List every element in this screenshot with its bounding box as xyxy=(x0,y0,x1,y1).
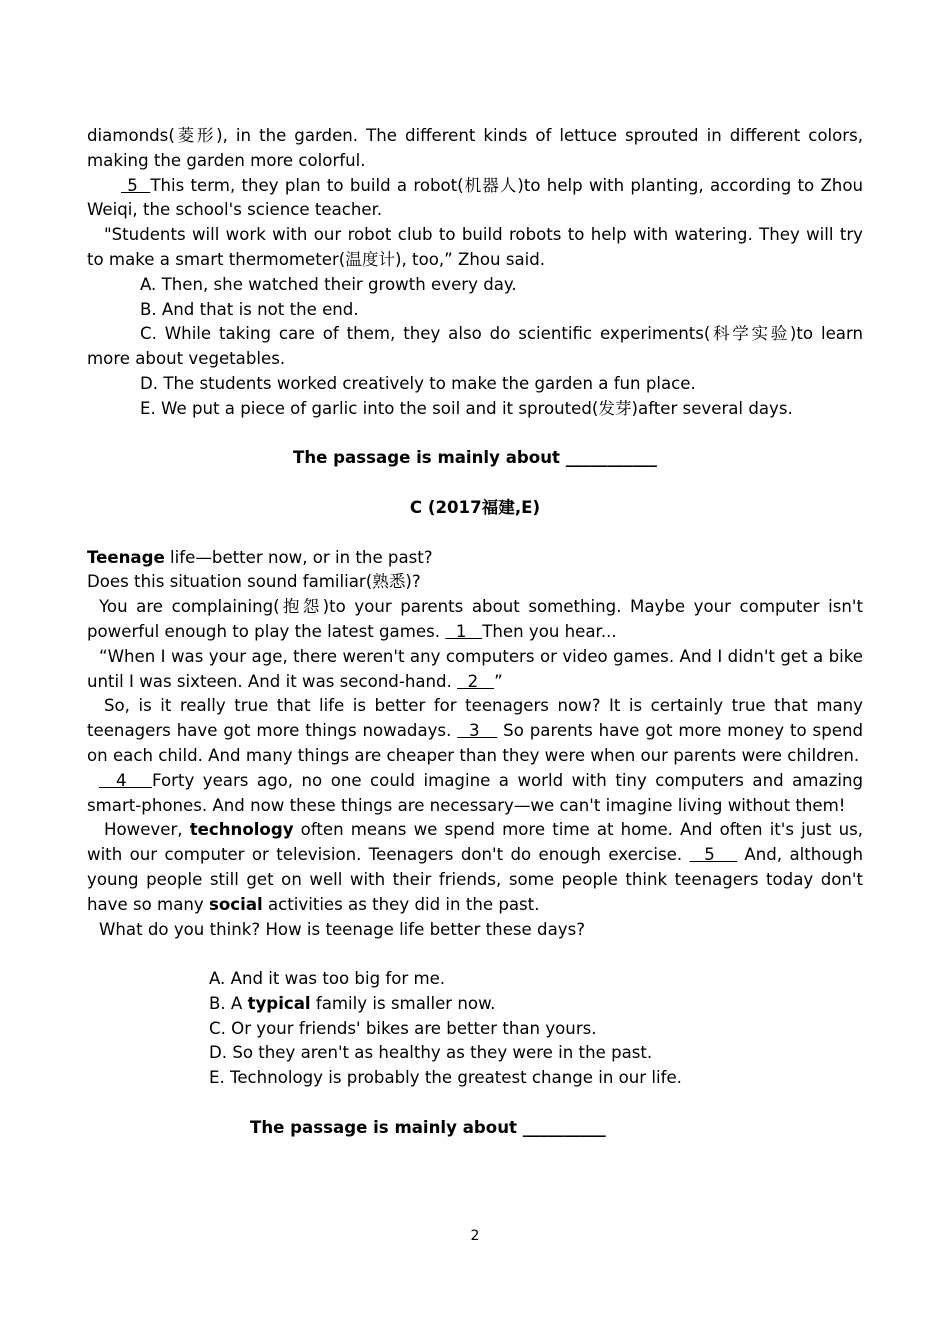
bold-word: typical xyxy=(247,993,311,1013)
title-bold: Teenage xyxy=(87,547,165,567)
option-b-c: C. While taking care of them, they also do scientific experiments(科学实验)to learn more about vegetables. xyxy=(87,324,863,369)
option-c-e: E. Technology is probably the greatest change in our life. xyxy=(209,1068,682,1088)
blank-3: 3 xyxy=(457,721,498,741)
paragraph-c6: What do you think? How is teenage life better these days? xyxy=(99,919,586,939)
paragraph-tail: So parents have got more money to spend on each child. And many things are cheaper than they were when our parents were children. xyxy=(87,721,863,765)
paragraph-c2 xyxy=(87,645,863,695)
passage-title xyxy=(87,546,863,571)
paragraph-c1 xyxy=(87,595,863,645)
paragraph-c5 xyxy=(87,818,863,917)
options-c xyxy=(87,967,863,1091)
paragraph-text: activities as they did in the past. xyxy=(262,894,540,914)
option-c-b xyxy=(209,992,863,1017)
bold-word: technology xyxy=(189,820,294,840)
option-b-e: E. We put a piece of garlic into the soil and it sprouted(发芽)after several days. xyxy=(140,398,793,418)
paragraph-c4 xyxy=(87,769,863,819)
option-b-d: D. The students worked creatively to make the garden a fun place. xyxy=(140,373,696,393)
title-rest: life—better now, or in the past? xyxy=(164,547,433,567)
document-page xyxy=(87,124,863,1141)
blank-4: 4 xyxy=(99,770,153,790)
paragraph-tail: Then you hear... xyxy=(482,621,617,641)
paragraph-text: You are complaining(抱怨)to your parents about something. Maybe your computer isn't powerful enough to play the latest games. xyxy=(87,597,863,641)
blank-1: 1 xyxy=(445,621,483,641)
paragraph-b-quote: "Students will work with our robot club to build robots to help with watering. They will try to make a smart thermometer(温度计), too,” Zhou said. xyxy=(87,225,863,269)
blank-5: 5 xyxy=(689,845,738,865)
blank-2: 2 xyxy=(457,671,495,691)
paragraph-text: This term, they plan to build a robot(机器人)to help with planting, according to Zhou Weiqi, the school's science teacher. xyxy=(87,175,863,220)
option-text: B. A xyxy=(209,993,248,1013)
paragraph-text: “When I was your age, there weren't any computers or video games. And I didn't get a bike until I was sixteen. And it was second-hand. xyxy=(87,646,863,691)
option-b-a: A. Then, she watched their growth every day. xyxy=(140,274,517,294)
paragraph-text: So, is it really true that life is better for teenagers now? It is certainly true that many teenagers have got more things nowadays. xyxy=(87,696,863,741)
paragraph-text: However, xyxy=(104,820,190,840)
paragraph-b-continued: diamonds(菱形), in the garden. The different kinds of lettuce sprouted in different colors, making the garden more colorful. xyxy=(87,126,863,170)
paragraph-text: And, although young people still get on well with their friends, some people think teenagers today don't have so many xyxy=(87,845,864,914)
page-number: 2 xyxy=(470,1228,480,1244)
paragraph-text: Forty years ago, no one could imagine a world with tiny computers and amazing smart-phones. And now these things are necessary—we can't imagine living without them! xyxy=(87,770,863,815)
option-c-d: D. So they aren't as healthy as they were in the past. xyxy=(209,1043,653,1063)
paragraph-b-blank5 xyxy=(87,174,863,224)
paragraph-c3 xyxy=(87,694,863,768)
passage-line2: Does this situation sound familiar(熟悉)? xyxy=(87,572,421,592)
option-c-c: C. Or your friends' bikes are better than yours. xyxy=(209,1018,597,1038)
bold-word: social xyxy=(209,894,263,914)
option-c-a: A. And it was too big for me. xyxy=(209,969,446,989)
option-b-b: B. And that is not the end. xyxy=(140,299,359,319)
option-text: family is smaller now. xyxy=(310,993,496,1013)
paragraph-tail: ” xyxy=(494,671,503,691)
summary-b: The passage is mainly about ___________ xyxy=(293,448,657,468)
section-c-heading: C (2017福建,E) xyxy=(409,497,541,517)
blank-5: 5 xyxy=(121,175,151,195)
paragraph-text: often means we spend more time at home. And often it's just us, with our computer or television. Teenagers don't do enough exercise. xyxy=(87,820,864,865)
summary-c: The passage is mainly about __________ xyxy=(250,1117,606,1137)
